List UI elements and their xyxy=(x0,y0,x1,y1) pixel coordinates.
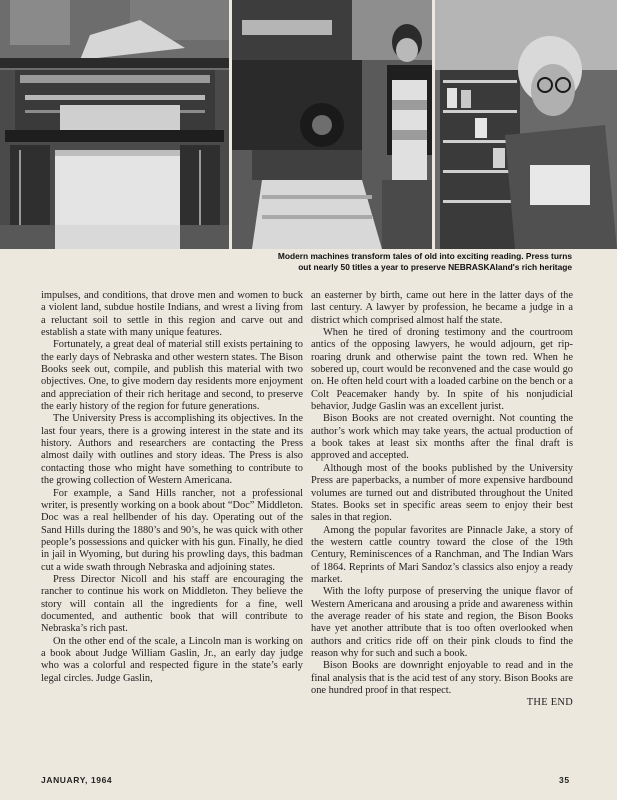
paragraph: The University Press is accomplishing its objectives. In the last four years, there is a growing interest in the state and its history. Authors and researchers are contacting the Press almost daily with outlines and story ideas. The Press is also contacting those who might have something to contribute to the growing collection of Western Americana. xyxy=(41,413,303,487)
paragraph: On the other end of the scale, a Lincoln man is working on a book about Judge William Gaslin, Jr., an early day judge who was a colorful and respected figure in the state’s early legal circles. Judge Gaslin, xyxy=(41,635,303,684)
paragraph: For example, a Sand Hills rancher, not a professional writer, is presently working on a book about “Doc” Middleton. Doc was a real hellbender of his day. Operating out of the Sand Hills during the 1880’s and 90’s, he was quick with other people’s possessions and quicker with his gun. Finally, he died in jail in Wyoming, but during his prowling days, this badman cut a wide swath through Nebraska and adjoining states. xyxy=(41,487,303,573)
page-number: 35 xyxy=(559,775,570,785)
paragraph: Among the popular favorites are Pinnacle Jake, a story of the western cattle country toward the close of the 19th Century, Reminiscences of a Ranchman, and The Indian Wars of 1864. Reprints of Mari Sandoz’s classics also enjoy a ready market. xyxy=(311,524,573,585)
end-mark: THE END xyxy=(526,697,573,709)
bookshelf-reader-photo xyxy=(435,0,617,249)
paragraph: With the lofty purpose of preserving the unique flavor of Western Americana and arousing a pride and awareness within the average reader of his state and region, the Bison Books have yet another attribute that is too often overlooked when authors and critics ride off on their pink clouds to find the reason why for such and such a book. xyxy=(311,586,573,659)
printing-machine-photo xyxy=(0,0,229,249)
paragraph: Fortunately, a great deal of material still exists pertaining to the early days of Nebraska and other western states. The Bison Books seek out, compile, and publish this material with two objectives. One, to give modern day residents more enjoyment and appreciation of their rich heritage and second, to preserve the early history of the region for future generations. xyxy=(41,339,303,413)
issue-date: JANUARY, 1964 xyxy=(41,775,113,785)
photo-caption xyxy=(200,251,572,273)
caption-line-2: out nearly 50 titles a year to preserve NEBRASKAland's rich heritage xyxy=(298,262,572,272)
paragraph: Bison Books are downright enjoyable to read and in the final analysis that is the acid test of any story. Bison Books are one hundred proof in that respect. xyxy=(311,660,573,696)
photo-strip xyxy=(0,0,617,249)
article-right-column xyxy=(311,290,573,710)
press-operator-photo xyxy=(232,0,432,249)
paragraph: Bison Books are not created overnight. Not counting the author’s work which may take years, the actual production of a book takes at least six months after the final draft is approved and accepted. xyxy=(311,413,573,462)
paragraph: When he tired of droning testimony and the courtroom antics of the opposing lawyers, he would adjourn, get rip-roaring drunk and otherwise paint the town red. When he sobered up, court would be reconvened and the case would go on. He often held court with a loaded carbine on the bench or a Colt Peacemaker handy by. In spite of his nonjudicial behavior, Judge Gaslin was an excellent jurist. xyxy=(311,327,573,413)
paragraph: Press Director Nicoll and his staff are encouraging the rancher to continue his work on Middleton. They believe the story will contain all the ingredients for a fine, well documented, and authentic book that will contribute to Nebraska’s rich past. xyxy=(41,573,303,635)
paragraph: an easterner by birth, came out here in the latter days of the last century. A lawyer by profession, he became a judge in a district which comprised almost half the state. xyxy=(311,290,573,326)
paragraph: Although most of the books published by the University Press are paperbacks, a number of more expensive hardbound volumes are turned out and distributed throughout the United States. Books set in specific areas seem to enjoy their best sales in that region. xyxy=(311,462,573,524)
article-left-column xyxy=(41,290,303,685)
caption-line-1: Modern machines transform tales of old into exciting reading. Press turns xyxy=(277,251,572,261)
paragraph: impulses, and conditions, that drove men and women to buck a violent land, subdue hostile Indians, and wrest a living from a reluctant soil to settle in this region and carve out and establish a state with many unique features. xyxy=(41,290,303,339)
